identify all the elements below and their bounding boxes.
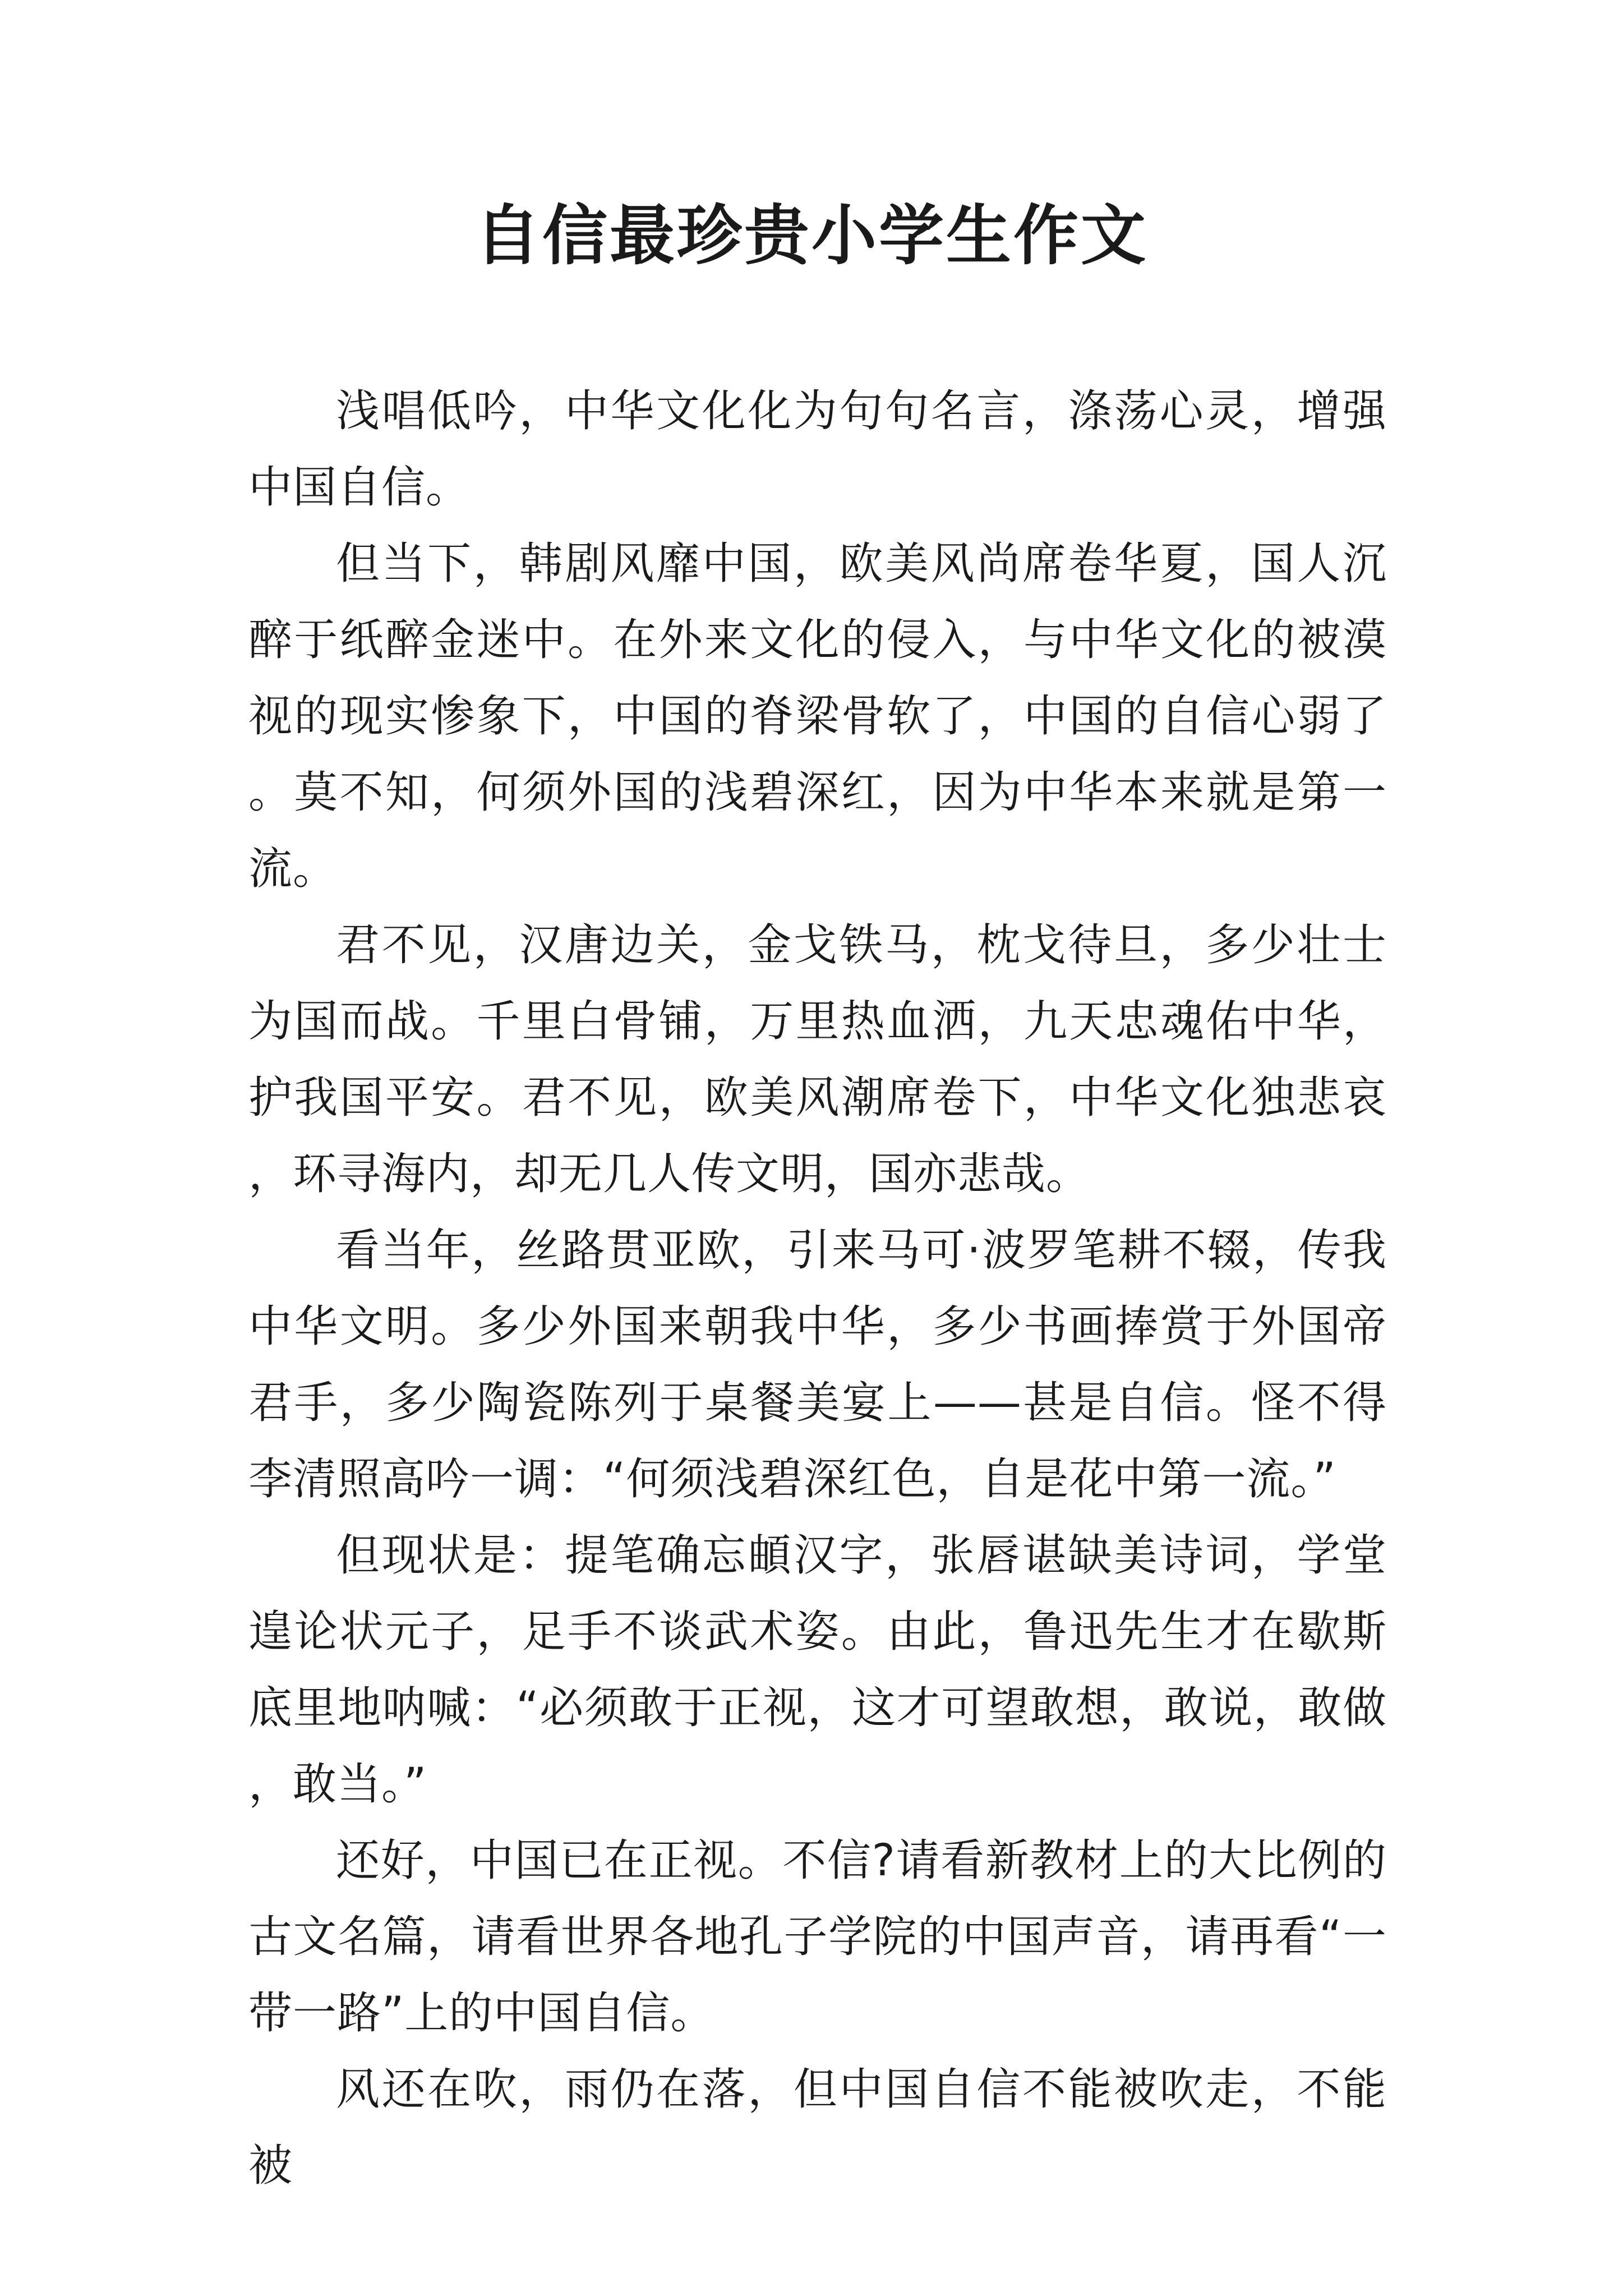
paragraph: 还好，中国已在正视。不信?请看新教材上的大比例的古文名篇，请看世界各地孔子学院的中国声音，请再看“一带一路”上的中国自信。 [248,1835,1387,2039]
paragraph: 君不见，汉唐边关，金戈铁马，枕戈待旦，多少壮士为国而战。千里白骨铺，万里热血洒，九天忠魂佑中华，护我国平安。君不见，欧美风潮席卷下，中华文化独悲哀，环寻海内，却无几人传文明，国亦悲哉。 [248,920,1387,1199]
paragraph: 风还在吹，雨仍在落，但中国自信不能被吹走，不能被 [248,2064,1387,2191]
essay-body [248,373,1387,2204]
paragraph: 浅唱低吟，中华文化化为句句名言，涤荡心灵，增强中国自信。 [248,386,1387,513]
paragraph: 但现状是：提笔确忘頔汉字，张唇谌缺美诗词，学堂遑论状元子，足手不谈武术姿。由此，鲁迅先生才在歇斯底里地呐喊：“必须敢于正视，这才可望敢想，敢说，敢做，敢当。” [248,1530,1387,1810]
paragraph: 看当年，丝路贯亚欧，引来马可·波罗笔耕不辍，传我中华文明。多少外国来朝我中华，多少书画捧赏于外国帝君手，多少陶瓷陈列于桌餐美宴上——甚是自信。怪不得李清照高吟一调：“何须浅碧深红色，自是花中第一流。” [248,1225,1387,1504]
paragraph: 但当下，韩剧风靡中国，欧美风尚席卷华夏，国人沉醉于纸醉金迷中。在外来文化的侵入，与中华文化的被漠视的现实惨象下，中国的脊梁骨软了，中国的自信心弱了。莫不知，何须外国的浅碧深红，因为中华本来就是第一流。 [248,539,1387,894]
page-title: 自信最珍贵小学生作文 [475,197,1148,274]
